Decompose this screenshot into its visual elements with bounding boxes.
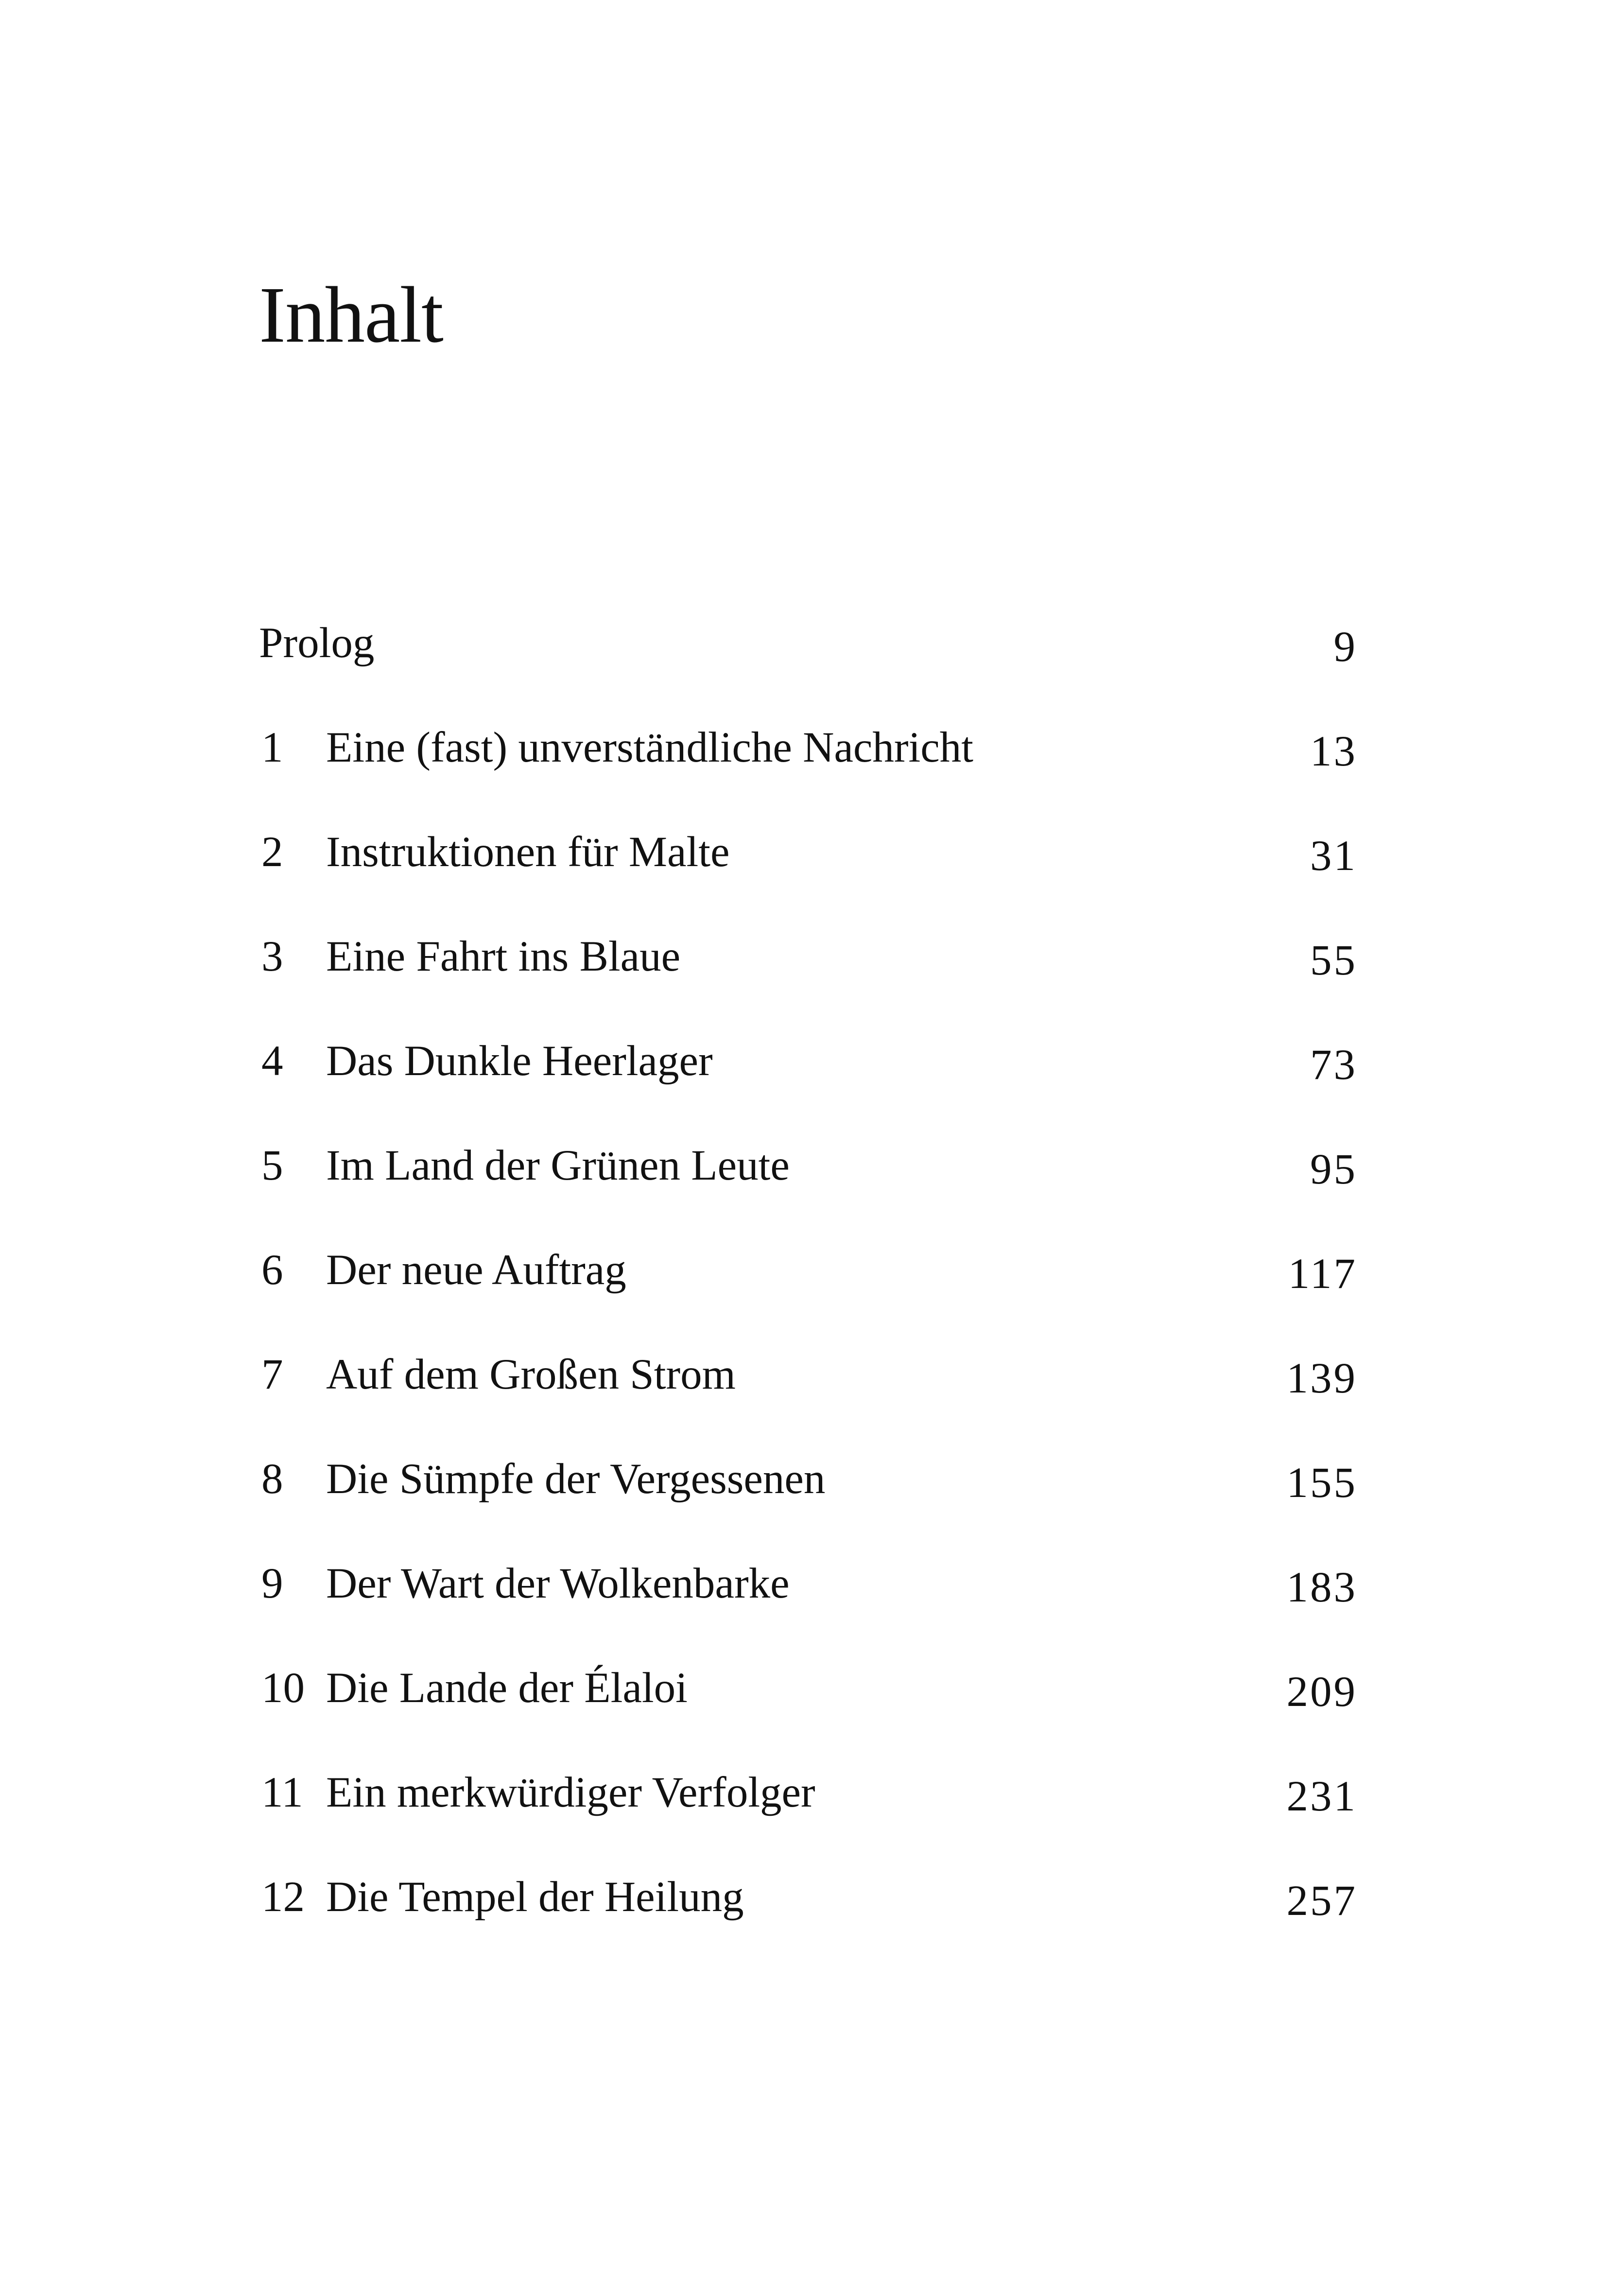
toc-entry-page: 209 bbox=[1286, 1668, 1357, 1716]
toc-entry-number: 1 bbox=[261, 724, 283, 771]
toc-entry-title: Eine (fast) unverständliche Nachricht bbox=[326, 724, 973, 771]
toc-entry-number: 5 bbox=[261, 1142, 283, 1189]
toc-entry-number: 10 bbox=[261, 1664, 305, 1712]
toc-entry-title: Auf dem Großen Strom bbox=[326, 1351, 736, 1398]
toc-entry-title: Die Lande der Élaloi bbox=[326, 1664, 688, 1712]
table-of-contents bbox=[259, 611, 1357, 1970]
toc-entry-title: Das Dunkle Heerlager bbox=[326, 1037, 713, 1085]
toc-entry-chapter-1[interactable] bbox=[259, 716, 1357, 820]
toc-entry-number: 4 bbox=[261, 1037, 283, 1085]
toc-entry-page: 117 bbox=[1288, 1250, 1357, 1298]
toc-entry-page: 73 bbox=[1310, 1041, 1357, 1089]
toc-entry-chapter-2[interactable] bbox=[259, 820, 1357, 925]
toc-entry-number: 2 bbox=[261, 828, 283, 876]
toc-entry-page: 257 bbox=[1286, 1877, 1357, 1925]
toc-entry-title: Eine Fahrt ins Blaue bbox=[326, 933, 681, 980]
toc-entry-page: 31 bbox=[1310, 832, 1357, 880]
page-title: Inhalt bbox=[259, 270, 443, 359]
toc-entry-chapter-5[interactable] bbox=[259, 1134, 1357, 1238]
toc-entry-number: 8 bbox=[261, 1455, 283, 1503]
toc-entry-page: 55 bbox=[1310, 937, 1357, 984]
toc-entry-title: Der Wart der Wolkenbarke bbox=[326, 1560, 790, 1607]
toc-entry-number: 6 bbox=[261, 1246, 283, 1294]
toc-entry-page: 183 bbox=[1286, 1564, 1357, 1611]
toc-entry-page: 139 bbox=[1286, 1355, 1357, 1402]
toc-entry-page: 13 bbox=[1310, 728, 1357, 775]
toc-entry-page: 231 bbox=[1286, 1773, 1357, 1820]
toc-entry-title: Die Sümpfe der Vergessenen bbox=[326, 1455, 826, 1503]
toc-entry-page: 9 bbox=[1333, 623, 1357, 671]
toc-entry-title: Im Land der Grünen Leute bbox=[326, 1142, 790, 1189]
toc-entry-number: 9 bbox=[261, 1560, 283, 1607]
toc-entry-chapter-9[interactable] bbox=[259, 1552, 1357, 1656]
toc-entry-chapter-12[interactable] bbox=[259, 1865, 1357, 1970]
toc-entry-title: Instruktionen für Malte bbox=[326, 828, 730, 876]
toc-entry-prolog[interactable] bbox=[259, 611, 1357, 716]
toc-entry-chapter-7[interactable] bbox=[259, 1343, 1357, 1447]
toc-entry-chapter-8[interactable] bbox=[259, 1447, 1357, 1552]
toc-entry-title: Prolog bbox=[259, 619, 375, 667]
toc-entry-number: 7 bbox=[261, 1351, 283, 1398]
toc-entry-chapter-4[interactable] bbox=[259, 1029, 1357, 1134]
toc-entry-number: 12 bbox=[261, 1873, 305, 1921]
toc-entry-title: Der neue Auftrag bbox=[326, 1246, 626, 1294]
toc-entry-chapter-11[interactable] bbox=[259, 1761, 1357, 1865]
toc-entry-number: 11 bbox=[261, 1769, 303, 1816]
toc-entry-chapter-3[interactable] bbox=[259, 925, 1357, 1029]
toc-entry-page: 155 bbox=[1286, 1459, 1357, 1507]
toc-entry-chapter-6[interactable] bbox=[259, 1238, 1357, 1343]
toc-entry-chapter-10[interactable] bbox=[259, 1656, 1357, 1761]
toc-entry-number: 3 bbox=[261, 933, 283, 980]
toc-entry-title: Die Tempel der Heilung bbox=[326, 1873, 744, 1921]
toc-entry-title: Ein merkwürdiger Verfolger bbox=[326, 1769, 815, 1816]
toc-entry-page: 95 bbox=[1310, 1146, 1357, 1193]
